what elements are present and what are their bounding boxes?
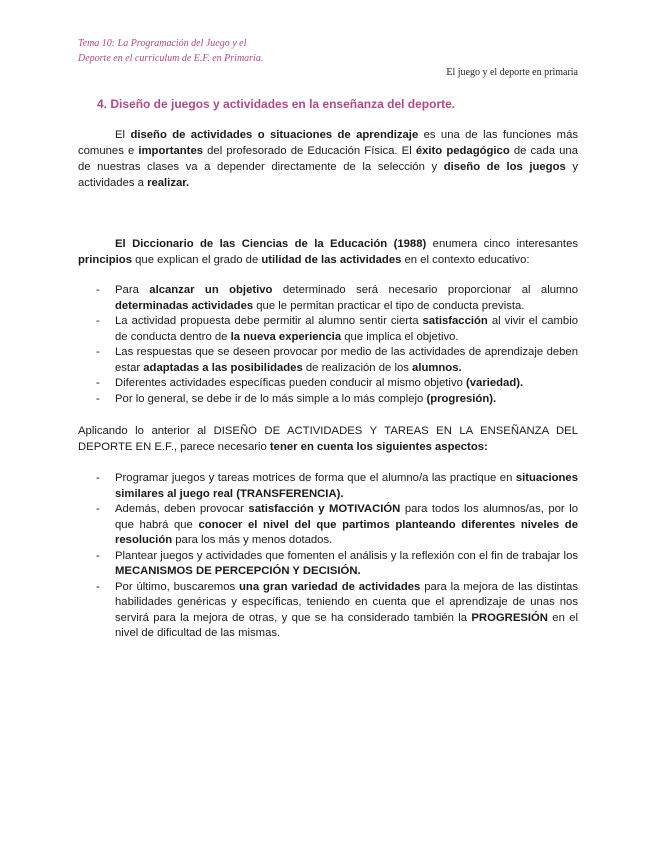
text-run: y actividades a xyxy=(78,161,578,189)
text-run: del profesorado de Educación Física. El xyxy=(203,145,416,157)
text-run: Aplicando lo anterior al DISEÑO DE ACTIVIDADES Y TAREAS EN LA ENSEÑANZA DEL DEPORTE EN E.F., parece necesario xyxy=(78,425,578,453)
list-item: - Por último, buscaremos una gran variedad de actividades para la mejora de las distintas habilidades genéricas y específicas, teniendo en cuenta que el aprendizaje de unas nos servirá para la mejora de otras, y que se ha considerado también la PROGRESIÓN en el nivel de dificultad de las mismas. xyxy=(78,580,578,642)
list-item: - Las respuestas que se deseen provocar por medio de las actividades de aprendizaje deben estar adaptadas a las posibilidades de realización de los alumnos. xyxy=(78,345,578,376)
paragraph-aplicando xyxy=(78,423,578,455)
running-header-left xyxy=(78,36,338,66)
list-item: - Además, deben provocar satisfacción y MOTIVACIÓN para todos los alumnos/as, por lo que habrá que conocer el nivel del que partimos planteando diferentes niveles de resolución para los más y menos dotados. xyxy=(78,502,578,549)
section-heading: 4. Diseño de juegos y actividades en la enseñanza del deporte. xyxy=(97,97,456,111)
list-item: - Para alcanzar un objetivo determinado será necesario proporcionar al alumno determinadas actividades que le permitan practicar el tipo de conducta prevista. xyxy=(78,283,578,314)
text-run: de cada una de nuestras clases va a depender directamente de la selección y xyxy=(78,145,578,173)
bold-run: principios xyxy=(78,254,132,266)
aspects-list xyxy=(78,471,578,642)
paragraph-intro xyxy=(78,127,578,191)
text-run: enumera cinco interesantes xyxy=(426,238,578,250)
bold-run: importantes xyxy=(138,145,204,157)
bold-run: El Diccionario de las Ciencias de la Educación (1988) xyxy=(115,238,427,250)
list-item: - Diferentes actividades específicas pueden conducir al mismo objetivo (variedad). xyxy=(78,376,578,392)
text-run: El xyxy=(115,129,131,141)
text-run: es una de las funciones más comunes e xyxy=(78,129,578,157)
list-item: - Programar juegos y tareas motrices de forma que el alumno/a las practique en situaciones similares al juego real (TRANSFERENCIA). xyxy=(78,471,578,502)
bold-run: diseño de los juegos xyxy=(443,161,566,173)
list-item: - Por lo general, se debe ir de lo más simple a lo más complejo (progresión). xyxy=(78,392,578,408)
bold-run: realizar. xyxy=(147,177,190,189)
paragraph-diccionario xyxy=(78,236,578,268)
bold-run: diseño de actividades o situaciones de aprendizaje xyxy=(130,129,419,141)
header-left-line-2: Deporte en el curriculum de E.F. en Primaria. xyxy=(78,53,264,64)
list-item: - Plantear juegos y actividades que fomenten el análisis y la reflexión con el fin de trabajar los MECANISMOS DE PERCEPCIÓN Y DECISIÓN. xyxy=(78,549,578,580)
header-left-line-1: Tema 10: La Programación del Juego y el xyxy=(78,38,247,49)
bold-run: utilidad de las actividades xyxy=(261,254,402,266)
text-run: en el contexto educativo: xyxy=(401,254,530,266)
text-run: que explican el grado de xyxy=(131,254,262,266)
list-item: - La actividad propuesta debe permitir al alumno sentir cierta satisfacción al vivir el cambio de conducta dentro de la nueva experiencia que implica el objetivo. xyxy=(78,314,578,345)
principles-list xyxy=(78,283,578,407)
bold-run: éxito pedagógico xyxy=(415,145,510,157)
running-header-right: El juego y el deporte en primaria xyxy=(446,67,578,78)
bold-run: tener en cuenta los siguientes aspectos: xyxy=(269,441,488,453)
